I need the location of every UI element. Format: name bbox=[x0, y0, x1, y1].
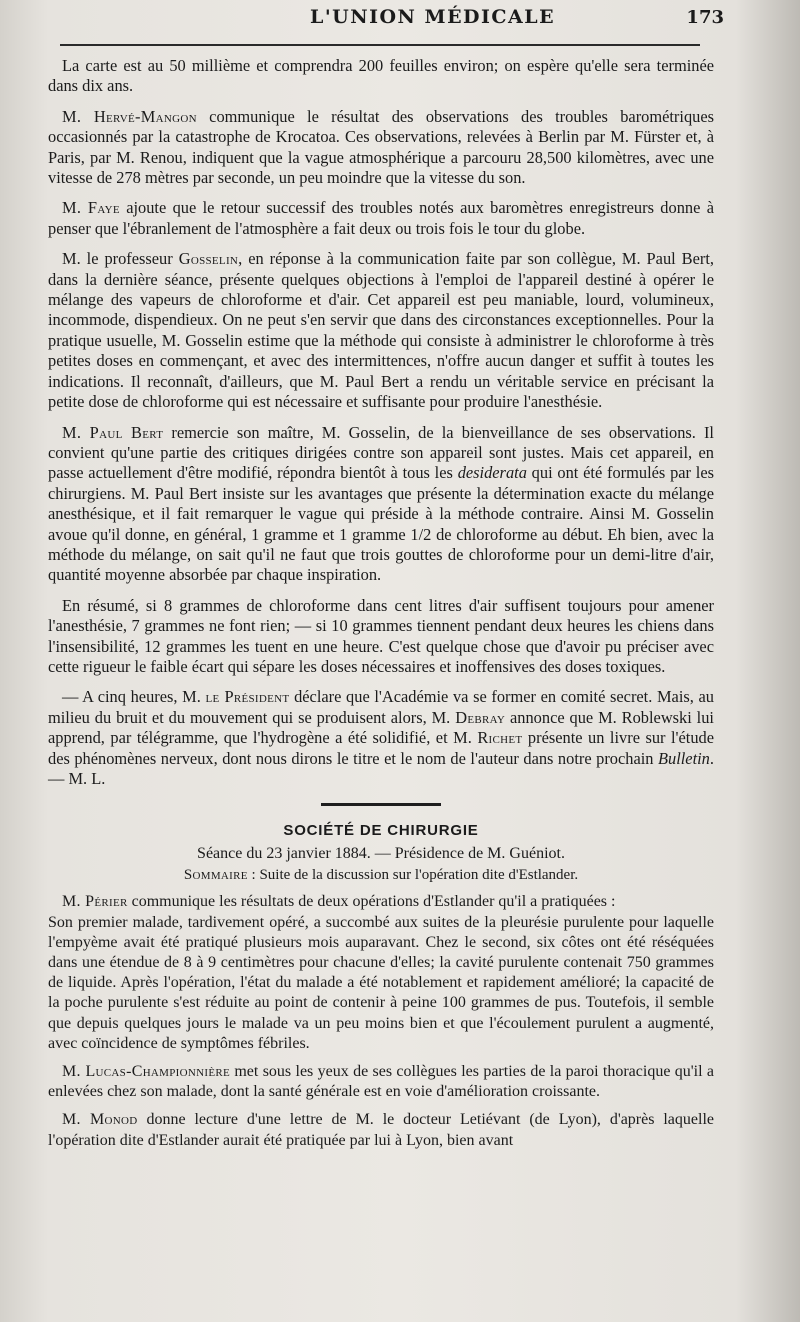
paragraph-closing: — A cinq heures, M. le Président déclare que l'Académie va se former en comité secret. Mais, au milieu du bruit et du mouvement qui se produisent alors, M. Debray annonce que M. Roblewski lui apprend, par télégramme, que l'hydrogène a été solidifié, et M. Richet présente un livre sur l'étude des phénomènes nerveux, dont nous dirons le titre et le nom de l'auteur dans notre prochain Bulletin. — M. L. bbox=[48, 687, 714, 788]
speaker-name: M. Paul Bert bbox=[62, 422, 164, 442]
chirurgie-body bbox=[48, 892, 714, 1150]
speaker-name: M. Lucas-Championnière bbox=[62, 1063, 231, 1081]
session-line: Séance du 23 janvier 1884. — Présidence de M. Guéniot. bbox=[197, 845, 565, 863]
speaker-name: M. Faye bbox=[62, 198, 120, 218]
header-rule bbox=[60, 44, 700, 46]
page-number: 173 bbox=[686, 7, 724, 28]
paragraph-faye: M. Faye ajoute que le retour successif des troubles notés aux baromètres enregistreurs donne à penser que l'ébranlement de l'atmosphère a fait deux ou trois fois le tour du globe. bbox=[48, 198, 714, 238]
paragraph-summary-doses: En résumé, si 8 grammes de chloroforme dans cent litres d'air suffisent toujours pour amener l'anesthésie, 7 grammes ne font rien; — si 10 grammes tiennent pendant deux heures les chiens dans l'insensibilité, 12 grammes les tuent en une heure. C'est quelque chose que d'avoir pu préciser avec cette rigueur le faible écart qui sépare les doses nécessaires et inoffensives des doses toxiques. bbox=[48, 595, 714, 676]
speaker-name: Gosselin bbox=[178, 249, 239, 269]
paragraph-monod: M. Monod donne lecture d'une lettre de M. le docteur Letiévant (de Lyon), d'après laquelle l'opération dite d'Estlander aurait été pratiquée par lui à Lyon, bien avant bbox=[48, 1111, 714, 1149]
paragraph-lucas-championniere: M. Lucas-Championnière met sous les yeux de ses collègues les parties de la paroi thoracique qu'il a enlevées chez son malade, dont la santé générale est en voie d'amélioration croissante. bbox=[48, 1063, 714, 1101]
speaker-name: M. Monod bbox=[62, 1111, 138, 1129]
paragraph-gosselin: M. le professeur Gosselin, en réponse à la communication faite par son collègue, M. Paul Bert, dans la dernière séance, présente quelques objections à l'emploi de l'appareil destiné à opérer le mélange des vapeurs de chloroforme et d'air. Cet appareil est peu maniable, lourd, volumineux, incommode, dispendieux. On ne peut s'en servir que dans des circonstances exceptionnelles. Pour la pratique usuelle, M. Gosselin estime que la méthode qui consiste à administrer le chloroforme à très petites doses en commençant, et avec des intermittences, n'offre aucun danger et suffit à toutes les indications. Il reconnaît, d'ailleurs, que M. Paul Bert a rendu un véritable service en précisant la petite dose de chloroforme qui est nécessaire et suffisante pour produire l'anesthésie. bbox=[48, 249, 714, 412]
section-divider bbox=[321, 803, 441, 806]
section-heading: SOCIÉTÉ DE CHIRURGIE bbox=[283, 822, 479, 840]
journal-title: L'UNION MÉDICALE bbox=[310, 6, 556, 28]
paragraph-paul-bert: M. Paul Bert remercie son maître, M. Gosselin, de la bienveillance de ses observations. Il convient qu'une partie des critiques dirigées contre son appareil sont justes. Mais cet appareil, en passe actuellement d'être modifié, répondra bientôt à tous les desiderata qui ont été formulés par les chirurgiens. M. Paul Bert insiste sur les avantages que présente la détermination exacte du mélange anesthésique, et il fait remarquer le vague qui préside à la méthode contraire. Ainsi M. Gosselin avoue qu'il donne, en général, 1 gramme et 1 gramme 1/2 de chloroforme au début. Eh bien, avec la méthode du mélange, on sait qu'il ne faut que trois gouttes de chloroforme pour un demi-litre d'air, quantité moyenne absorbée par chaque inspiration. bbox=[48, 422, 714, 585]
speaker-name: M. Périer bbox=[62, 893, 128, 911]
paragraph-herve-mangon: M. Hervé-Mangon communique le résultat des observations des troubles barométriques occasionnés par la catastrophe de Krocatoa. Ces observations, relevées à Berlin par M. Fürster et, à Paris, par M. Renou, indiquent que la vague atmosphérique a parcouru 28,500 kilomètres, avec une vitesse de 278 mètres par seconde, un peu moindre que la vitesse du son. bbox=[48, 106, 714, 188]
running-head bbox=[40, 0, 724, 38]
paragraph-map: La carte est au 50 millième et comprendra 200 feuilles environ; on espère qu'elle sera terminée dans dix ans. bbox=[48, 56, 714, 96]
article-body bbox=[48, 56, 714, 1159]
speaker-name: M. Hervé-Mangon bbox=[62, 106, 197, 126]
summary-line: Sommaire : Suite de la discussion sur l'opération dite d'Estlander. bbox=[183, 867, 579, 884]
paragraph-perier: M. Périer communique les résultats de deux opérations d'Estlander qu'il a pratiquées : Son premier malade, tardivement opéré, a succombé aux suites de la pleurésie purulente pour laquelle l'empyème avait été pratiqué plusieurs mois auparavant. Chez le second, six côtes ont été réséquées dans une étendue de 8 à 9 centimètres pour chacune d'elles; la cavité purulente contenait 750 grammes de liquide. Après l'opération, l'état du malade a été notablement et rapidement amélioré; la capacité de la poche purulente s'est réduite au point de contenir à peine 100 grammes de pus. Toutefois, il semble que depuis quelques jours le malade va un peu moins bien et que l'écoulement purulent a augmenté, avec coïncidence de symptômes fébriles. bbox=[48, 893, 714, 1052]
